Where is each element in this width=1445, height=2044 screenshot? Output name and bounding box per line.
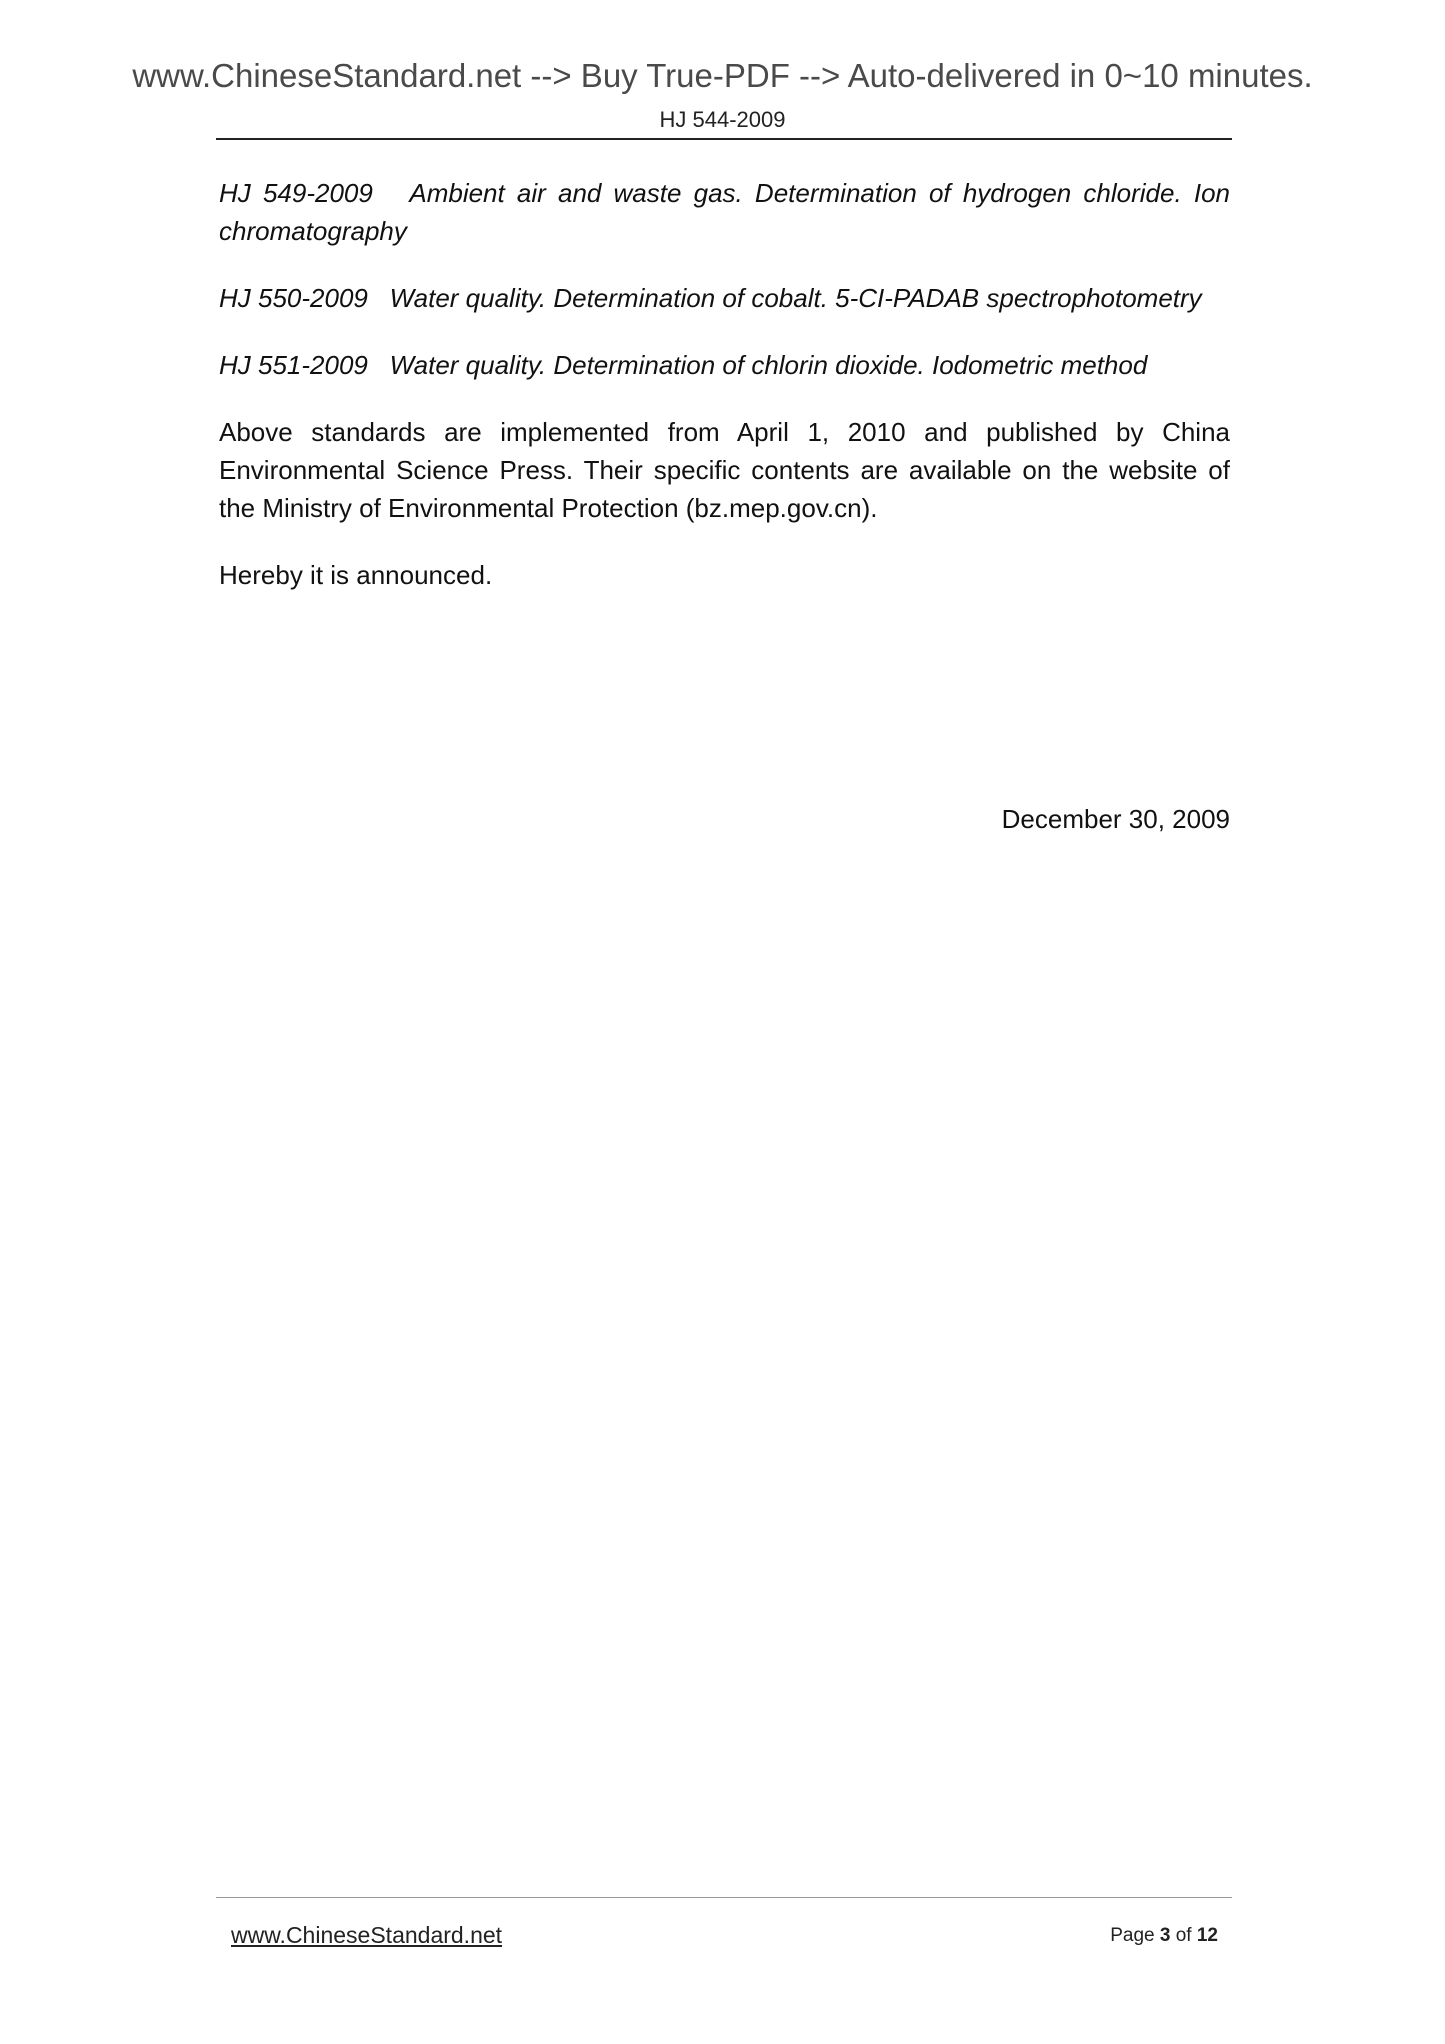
standard-title: Water quality. Determination of chlorin dioxide. Iodometric method	[389, 350, 1148, 380]
page-label: Page	[1110, 1925, 1155, 1946]
page-number	[1110, 1922, 1218, 1950]
page-content	[219, 174, 1230, 623]
header-divider	[216, 138, 1232, 140]
standard-title: Ambient air and waste gas. Determination of hydrogen chloride. Ion chromatography	[219, 178, 1230, 246]
footer-website-link[interactable]: www.ChineseStandard.net	[231, 1922, 503, 1948]
page-of-label: of	[1175, 1925, 1192, 1946]
footer-divider	[216, 1897, 1232, 1898]
announcement-date: December 30, 2009	[1001, 804, 1230, 834]
announcement-text: Hereby it is announced.	[219, 560, 493, 590]
standard-code: HJ 551-2009	[219, 350, 368, 380]
page-current: 3	[1159, 1925, 1171, 1946]
standard-code: HJ 550-2009	[219, 283, 368, 313]
document-code: HJ 544-2009	[659, 107, 786, 132]
standard-code: HJ 549-2009	[219, 178, 373, 208]
standard-entry-hj550	[219, 279, 1230, 317]
site-banner: www.ChineseStandard.net --> Buy True-PDF --> Auto-delivered in 0~10 minutes.	[132, 57, 1313, 94]
page-total: 12	[1196, 1925, 1218, 1946]
standard-title: Water quality. Determination of cobalt. 5-CI-PADAB spectrophotometry	[389, 283, 1202, 313]
implementation-paragraph: Above standards are implemented from April 1, 2010 and published by China Environmental Science Press. Their specific contents are available on the website of the Ministry of Environmental Protection (bz.mep.gov.cn).	[219, 417, 1230, 523]
standard-entry-hj551	[219, 346, 1230, 384]
standard-entry-hj549	[219, 174, 1230, 250]
